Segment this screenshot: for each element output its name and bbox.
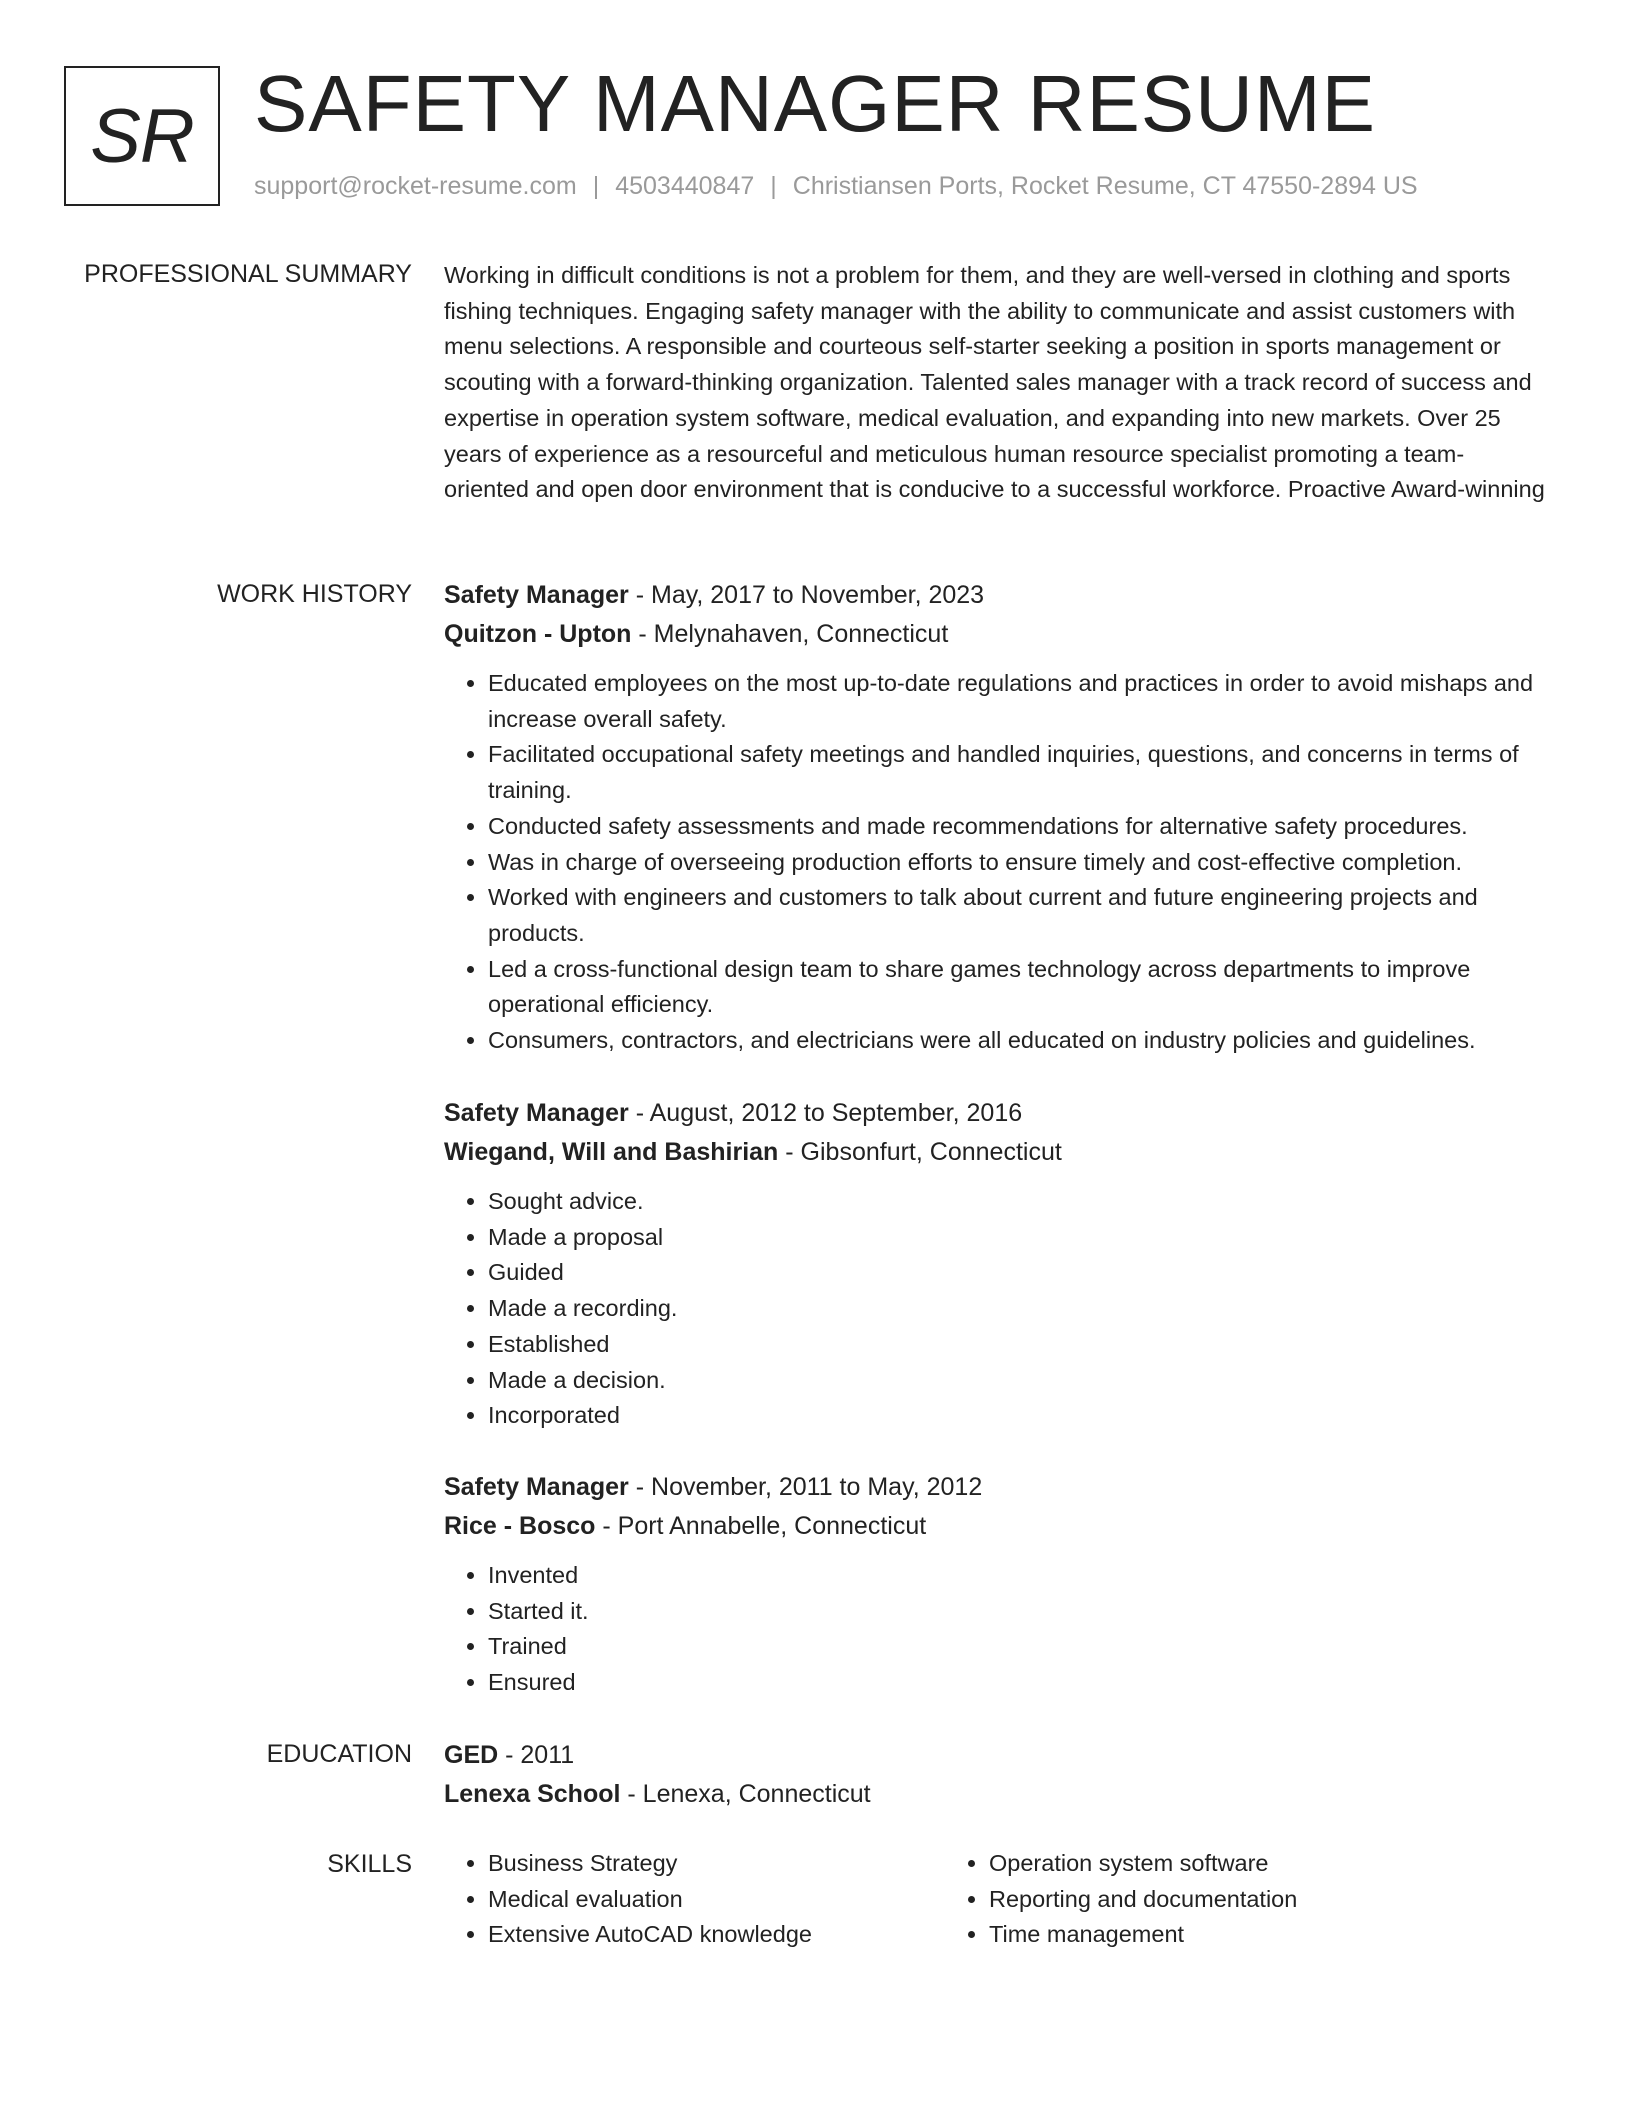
contact-phone[interactable]: 4503440847 <box>615 172 755 200</box>
skill-item: • Medical evaluation <box>488 1882 945 1918</box>
job-entry <box>444 576 1546 1059</box>
job-bullet: • Consumers, contractors, and electricians were all educated on industry policies and guidelines. <box>488 1023 1546 1059</box>
job-bullet: • Made a recording. <box>488 1291 1546 1327</box>
job-bullet: • Started it. <box>488 1594 1546 1630</box>
contact-email[interactable]: support@rocket-resume.com <box>254 172 577 200</box>
job-bullet: • Trained <box>488 1629 1546 1665</box>
job-bullet: • Invented <box>488 1558 1546 1594</box>
job-title-line <box>444 1094 1546 1133</box>
contact-separator: | <box>592 172 600 200</box>
job-bullets <box>444 1184 1546 1434</box>
job-bullet: • Conducted safety assessments and made recommendations for alternative safety procedures. <box>488 809 1546 845</box>
job-title: Safety Manager <box>444 1473 629 1501</box>
skill-item: • Time management <box>989 1917 1446 1953</box>
job-dates: - November, 2011 to May, 2012 <box>628 1473 983 1501</box>
job-bullet: • Incorporated <box>488 1398 1546 1434</box>
education-location: - Lenexa, Connecticut <box>620 1780 871 1808</box>
job-company-line <box>444 1133 1546 1172</box>
job-location: - Melynahaven, Connecticut <box>631 620 949 648</box>
job-dates: - August, 2012 to September, 2016 <box>628 1099 1023 1127</box>
job-bullet: • Sought advice. <box>488 1184 1546 1220</box>
job-company: Wiegand, Will and Bashirian <box>444 1138 779 1166</box>
job-bullet: • Was in charge of overseeing production efforts to ensure timely and cost-effective completion. <box>488 845 1546 881</box>
job-location: - Gibsonfurt, Connecticut <box>778 1138 1062 1166</box>
education-degree: GED <box>444 1741 499 1769</box>
job-title-line <box>444 576 1546 615</box>
job-company: Rice - Bosco <box>444 1512 596 1540</box>
job-bullet: • Ensured <box>488 1665 1546 1701</box>
job-bullet: • Made a proposal <box>488 1220 1546 1256</box>
job-title-line <box>444 1468 1546 1507</box>
skill-item: • Operation system software <box>989 1846 1446 1882</box>
contact-separator: | <box>770 172 777 200</box>
contact-address: Christiansen Ports, Rocket Resume, CT 47550-2894 US <box>792 172 1418 200</box>
job-bullets <box>444 1558 1546 1701</box>
job-bullet: • Led a cross-functional design team to share games technology across departments to improve operational efficiency. <box>488 952 1546 1023</box>
education-heading: EDUCATION <box>266 1740 412 1768</box>
summary-text: Working in difficult conditions is not a problem for them, and they are well-versed in clothing and sports fishing techniques. Engaging safety manager with the ability to communicate and assist customers with menu selections. A responsible and courteous self-starter seeking a position in sports management or scouting with a forward-thinking organization. Talented sales manager with a track record of success and expertise in operation system software, medical evaluation, and expanding into new markets. Over 25 years of experience as a resourceful and meticulous human resource specialist promoting a team-oriented and open door environment that is conducive to a successful workforce. Proactive Award-winning <box>444 262 1545 503</box>
job-dates: - May, 2017 to November, 2023 <box>628 581 985 609</box>
job-entry <box>444 1468 1546 1701</box>
job-bullet: • Established <box>488 1327 1546 1363</box>
job-bullets <box>444 666 1546 1059</box>
skill-item: • Extensive AutoCAD knowledge <box>488 1917 945 1953</box>
monogram-logo: SR <box>64 66 220 206</box>
job-location: - Port Annabelle, Connecticut <box>595 1512 927 1540</box>
work-history-heading: WORK HISTORY <box>217 580 412 608</box>
job-title: Safety Manager <box>444 581 629 609</box>
job-bullet: • Educated employees on the most up-to-date regulations and practices in order to avoid mishaps and increase overall safety. <box>488 666 1546 737</box>
education-year: - 2011 <box>498 1741 575 1769</box>
skills-list-left <box>444 1846 945 1953</box>
resume-title: SAFETY MANAGER RESUME <box>254 59 1376 148</box>
job-company-line <box>444 1507 1546 1546</box>
skill-item: • Reporting and documentation <box>989 1882 1446 1918</box>
job-company-line <box>444 615 1546 654</box>
skills-heading: SKILLS <box>327 1850 412 1878</box>
job-bullet: • Facilitated occupational safety meetings and handled inquiries, questions, and concerns in terms of training. <box>488 737 1546 808</box>
job-bullet: • Made a decision. <box>488 1363 1546 1399</box>
job-title: Safety Manager <box>444 1099 629 1127</box>
education-school-line <box>444 1775 1546 1814</box>
skills-columns <box>444 1846 1546 1953</box>
summary-heading: PROFESSIONAL SUMMARY <box>84 260 412 288</box>
skill-item: • Business Strategy <box>488 1846 945 1882</box>
job-company: Quitzon - Upton <box>444 620 632 648</box>
job-entry <box>444 1094 1546 1434</box>
education-school: Lenexa School <box>444 1780 621 1808</box>
job-bullet: • Worked with engineers and customers to talk about current and future engineering projects and products. <box>488 880 1546 951</box>
education-degree-line <box>444 1736 1546 1775</box>
job-bullet: • Guided <box>488 1255 1546 1291</box>
contact-line <box>254 172 1418 201</box>
skills-list-right <box>945 1846 1446 1953</box>
